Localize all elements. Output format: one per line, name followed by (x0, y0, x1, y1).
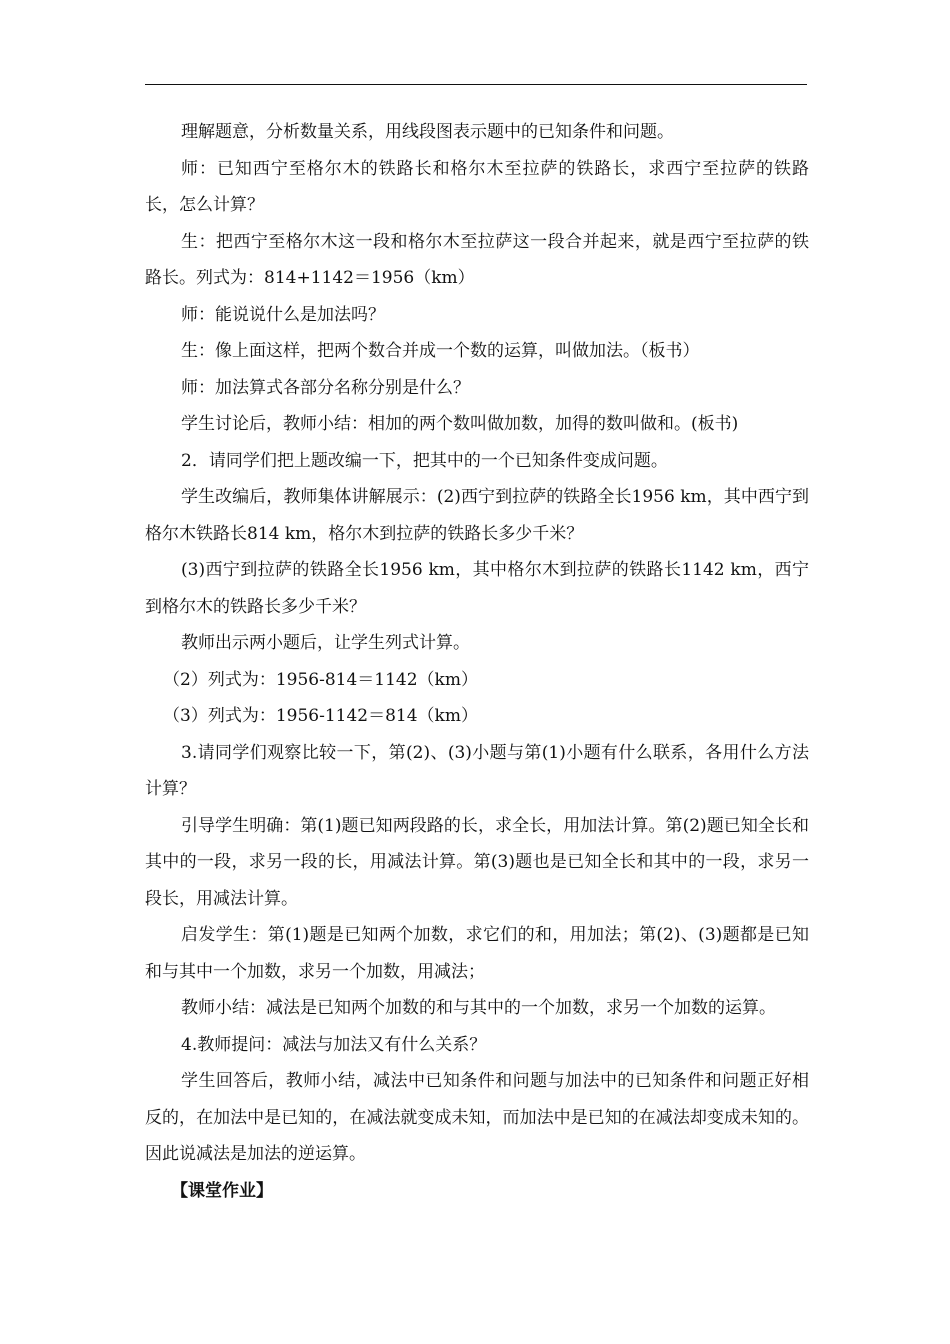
formula-line: （3）列式为：1956-1142＝814（km） (163, 706, 478, 726)
paragraph: 引导学生明确：第(1)题已知两段路的长，求全长，用加法计算。第(2)题已知全长和其中的一段，求另一段的长，用减法计算。第(3)题也是已知全长和其中的一段，求另一段长，用减法计算。 (145, 815, 809, 909)
paragraph: 师：加法算式各部分名称分别是什么？ (181, 377, 470, 398)
paragraph: 2．请同学们把上题改编一下，把其中的一个已知条件变成问题。 (181, 450, 668, 471)
section-heading: 【课堂作业】 (171, 1180, 273, 1201)
paragraph: 学生讨论后，教师小结：相加的两个数叫做加数，加得的数叫做和。(板书) (181, 414, 739, 434)
paragraph: 师：已知西宁至格尔木的铁路长和格尔木至拉萨的铁路长，求西宁至拉萨的铁路长，怎么计算？ (145, 158, 809, 215)
paragraph: 3.请同学们观察比较一下，第(2)、(3)小题与第(1)小题有什么联系，各用什么方法计算？ (145, 742, 809, 799)
paragraph: 教师出示两小题后，让学生列式计算。 (181, 633, 470, 653)
paragraph: 4.教师提问：减法与加法又有什么关系？ (181, 1034, 487, 1055)
paragraph: 师：能说说什么是加法吗？ (181, 304, 385, 325)
header-rule (145, 84, 807, 85)
paragraph: 启发学生：第(1)题是已知两个加数，求它们的和，用加法；第(2)、(3)题都是已知和与其中一个加数，求另一个加数，用减法； (145, 925, 809, 982)
paragraph: 理解题意，分析数量关系，用线段图表示题中的已知条件和问题。 (181, 122, 674, 142)
paragraph: 学生回答后，教师小结，减法中已知条件和问题与加法中的已知条件和问题正好相反的，在加法中是已知的，在减法就变成未知，而加法中是已知的在减法却变成未知的。因此说减法是加法的逆运算。 (145, 1071, 809, 1164)
paragraph: 生：把西宁至格尔木这一段和格尔木至拉萨这一段合并起来，就是西宁至拉萨的铁路长。列式为：814+1142＝1956（km） (145, 231, 809, 288)
formula-line: （2）列式为：1956-814＝1142（km） (163, 669, 478, 690)
document-body (145, 114, 809, 1209)
paragraph: (3)西宁到拉萨的铁路全长1956 km，其中格尔木到拉萨的铁路长1142 km，西宁到格尔木的铁路长多少千米？ (145, 560, 809, 617)
paragraph: 学生改编后，教师集体讲解展示：(2)西宁到拉萨的铁路全长1956 km，其中西宁到格尔木铁路长814 km，格尔木到拉萨的铁路长多少千米？ (145, 487, 809, 544)
paragraph: 生：像上面这样，把两个数合并成一个数的运算，叫做加法。（板书） (181, 341, 700, 361)
paragraph: 教师小结：减法是已知两个加数的和与其中的一个加数，求另一个加数的运算。 (181, 998, 776, 1018)
